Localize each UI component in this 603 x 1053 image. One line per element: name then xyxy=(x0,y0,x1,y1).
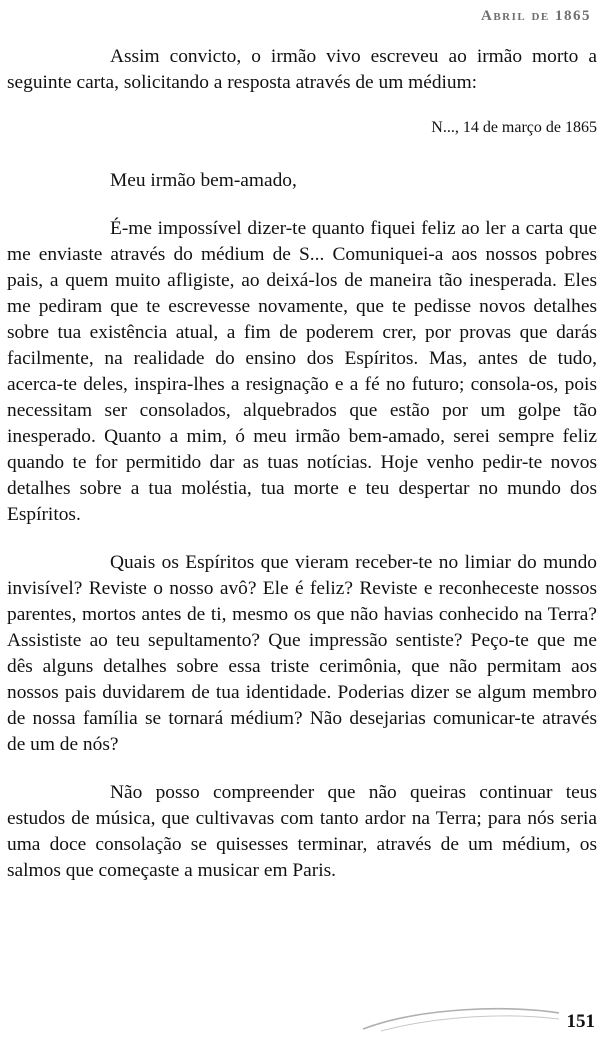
letter-paragraph-1: É-me impossível dizer-te quanto fiquei feliz ao ler a carta que me enviaste através do médium de S... Comuniquei-a aos nossos pobres pais, a quem muito afligiste, ao deixá-los de maneira tão inesperada. Eles me pediram que te escrevesse novamente, que te pedisse novos detalhes sobre tua existência atual, a fim de poderem crer, por provas que darás facilmente, na realidade do ensino dos Espíritos. Mas, antes de tudo, acerca-te deles, inspira-lhes a resignação e a fé no futuro; consola-os, pois necessitam ser consolados, alquebrados que estão por um golpe tão inesperado. Quanto a mim, ó meu irmão bem-amado, serei sempre feliz quando te for permitido dar as tuas notícias. Hoje venho pedir-te novos detalhes sobre a tua moléstia, tua morte e teu despertar no mundo dos Espíritos. xyxy=(7,218,597,525)
letter-paragraph-3: Não posso compreender que não queiras continuar teus estudos de música, que cultivavas com tanto ardor na Terra; para nós seria uma doce consolação se quisesses terminar, através de um médium, os salmos que começaste a musicar em Paris. xyxy=(7,782,597,881)
letter-date: N..., 14 de março de 1865 xyxy=(431,119,597,136)
running-header: Abril de 1865 xyxy=(480,8,591,24)
letter-paragraph-2: Quais os Espíritos que vieram receber-te no limiar do mundo invisível? Reviste o nosso avô? Ele é feliz? Reviste e reconheceste nossos parentes, mortos antes de ti, mesmo os que não havias conhecido na Terra? Assististe ao teu sepultamento? Que impressão sentiste? Peço-te que me dês alguns detalhes sobre essa triste cerimônia, que não permitam aos nossos pais duvidarem de tua identidade. Poderias dizer se algum membro de nossa família se tornará médium? Não desejarias comunicar-te através de um de nós? xyxy=(7,552,597,755)
page-number: 151 xyxy=(566,1011,595,1032)
letter-salutation: Meu irmão bem-amado, xyxy=(110,170,297,191)
swoosh-ornament xyxy=(361,1003,561,1033)
page-body xyxy=(7,44,597,884)
intro-paragraph: Assim convicto, o irmão vivo escreveu ao irmão morto a seguinte carta, solicitando a resposta através de um médium: xyxy=(7,46,597,93)
